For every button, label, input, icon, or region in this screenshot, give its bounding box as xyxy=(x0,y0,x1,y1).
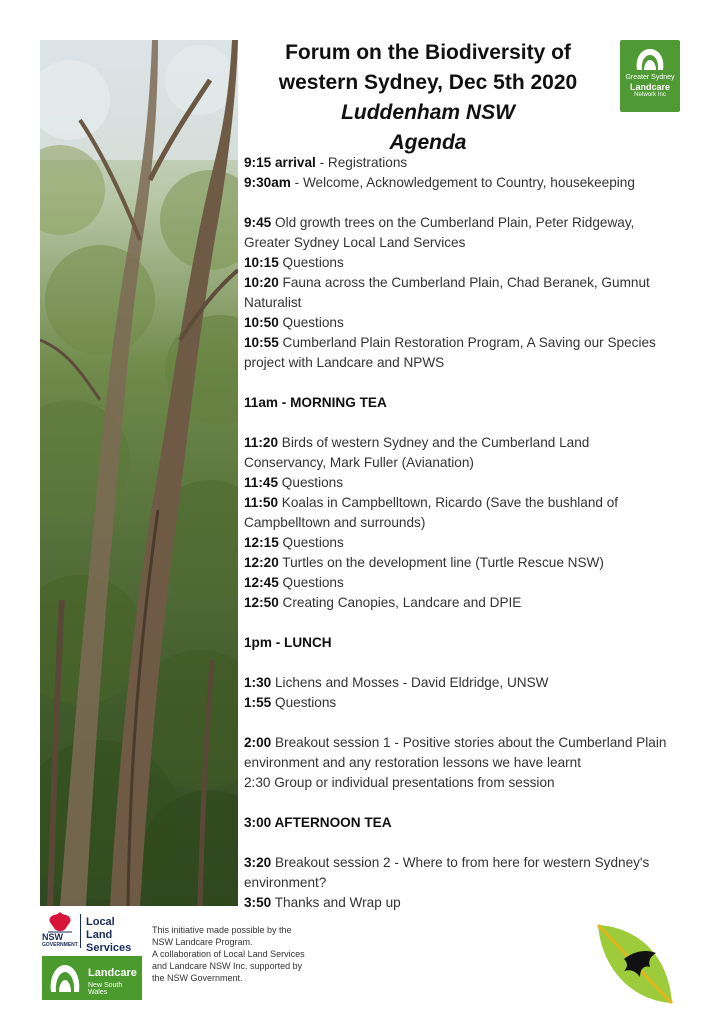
agenda-item xyxy=(244,693,706,713)
agenda-list xyxy=(244,153,706,913)
agenda-description: Greater Sydney Local Land Services xyxy=(244,235,466,250)
credit-text xyxy=(152,924,352,984)
agenda-description: Birds of western Sydney and the Cumberland Land xyxy=(278,435,590,450)
agenda-description: Questions xyxy=(278,475,344,490)
agenda-spacer xyxy=(244,653,706,673)
agenda-description: Campbelltown and surrounds) xyxy=(244,515,426,530)
nsw-government-label: GOVERNMENT xyxy=(42,942,78,948)
landcare-hands-icon xyxy=(633,46,667,72)
agenda-item xyxy=(244,433,706,453)
title-location: Luddenham NSW xyxy=(341,101,515,124)
agenda-item xyxy=(244,233,706,253)
divider xyxy=(80,914,81,948)
agenda-description: Cumberland Plain Restoration Program, A Saving our Species xyxy=(278,335,656,350)
greater-sydney-landcare-logo xyxy=(620,40,680,112)
agenda-description: Breakout session 2 - Where to from here for western Sydney's xyxy=(271,855,650,870)
agenda-item xyxy=(244,513,706,533)
agenda-spacer xyxy=(244,613,706,633)
agenda-item xyxy=(244,533,706,553)
agenda-item xyxy=(244,673,706,693)
agenda-item xyxy=(244,593,706,613)
agenda-item xyxy=(244,153,706,173)
agenda-item xyxy=(244,773,706,793)
agenda-item xyxy=(244,353,706,373)
agenda-description: Breakout session 1 - Positive stories about the Cumberland Plain xyxy=(271,735,667,750)
agenda-description: - Welcome, Acknowledgement to Country, housekeeping xyxy=(290,175,635,190)
cumberland-plain-restoration-emblem xyxy=(594,921,676,1007)
agenda-break-label: 1pm - LUNCH xyxy=(244,635,332,650)
agenda-time: 10:50 xyxy=(244,315,279,330)
agenda-description: Koalas in Campbelltown, Ricardo (Save the bushland of xyxy=(278,495,619,510)
agenda-description: Questions xyxy=(278,575,344,590)
agenda-break-heading xyxy=(244,393,706,413)
agenda-time: 3:20 xyxy=(244,855,272,870)
agenda-description: project with Landcare and NPWS xyxy=(244,355,445,370)
agenda-description: Questions xyxy=(278,255,344,270)
title-agenda: Agenda xyxy=(389,131,467,154)
agenda-description: Thanks and Wrap up xyxy=(271,895,401,910)
agenda-item xyxy=(244,273,706,293)
agenda-time: 12:45 xyxy=(244,575,279,590)
agenda-spacer xyxy=(244,373,706,393)
agenda-item xyxy=(244,553,706,573)
credit-line: A collaboration of Local Land Services xyxy=(152,949,305,959)
tree-trunks-illustration xyxy=(40,40,238,906)
agenda-spacer xyxy=(244,833,706,853)
agenda-description: Turtles on the development line (Turtle Rescue NSW) xyxy=(278,555,604,570)
agenda-description: 2:30 Group or individual presentations from session xyxy=(244,775,555,790)
agenda-description: Lichens and Mosses - David Eldridge, UNSW xyxy=(271,675,549,690)
agenda-description: Questions xyxy=(278,315,344,330)
agenda-item xyxy=(244,573,706,593)
agenda-item xyxy=(244,213,706,233)
agenda-break-heading xyxy=(244,633,706,653)
agenda-item xyxy=(244,853,706,873)
agenda-description: Naturalist xyxy=(244,295,302,310)
agenda-time: 1:30 xyxy=(244,675,272,690)
page-title xyxy=(248,38,608,158)
agenda-spacer xyxy=(244,193,706,213)
lls-line-1: Local Land xyxy=(86,916,115,941)
agenda-time: 11:45 xyxy=(244,475,279,490)
logo-line-3: Network Inc xyxy=(634,92,666,98)
agenda-spacer xyxy=(244,713,706,733)
agenda-break-label: 3:00 AFTERNOON TEA xyxy=(244,815,392,830)
logo-line-2: Landcare xyxy=(629,82,671,92)
agenda-item xyxy=(244,173,706,193)
agenda-description: Questions xyxy=(278,535,344,550)
title-line-2: western Sydney, Dec 5th 2020 xyxy=(278,71,578,94)
agenda-item xyxy=(244,893,706,913)
agenda-time: 10:20 xyxy=(244,275,279,290)
agenda-time: 3:50 xyxy=(244,895,272,910)
agenda-spacer xyxy=(244,413,706,433)
agenda-time: 12:20 xyxy=(244,555,279,570)
agenda-time: 11:20 xyxy=(244,435,279,450)
agenda-item xyxy=(244,313,706,333)
landcare-subtitle: New South Wales xyxy=(88,982,123,996)
logo-line-1: Greater Sydney xyxy=(625,74,675,81)
agenda-description: Conservancy, Mark Fuller (Avianation) xyxy=(244,455,474,470)
agenda-description: Creating Canopies, Landcare and DPIE xyxy=(278,595,522,610)
agenda-time: 9:15 arrival xyxy=(244,155,316,170)
agenda-item xyxy=(244,753,706,773)
agenda-item xyxy=(244,253,706,273)
credit-line: the NSW Government. xyxy=(152,973,243,983)
landcare-nsw-logo xyxy=(42,956,142,1000)
credit-line: This initiative made possible by the xyxy=(152,925,292,935)
agenda-time: 2:00 xyxy=(244,735,272,750)
agenda-time: 12:50 xyxy=(244,595,279,610)
agenda-time: 10:15 xyxy=(244,255,279,270)
agenda-time: 1:55 xyxy=(244,695,272,710)
agenda-time: 9:30am xyxy=(244,175,291,190)
agenda-item xyxy=(244,453,706,473)
credit-line: and Landcare NSW Inc. supported by xyxy=(152,961,303,971)
agenda-item xyxy=(244,873,706,893)
agenda-time: 12:15 xyxy=(244,535,279,550)
agenda-spacer xyxy=(244,793,706,813)
agenda-time: 11:50 xyxy=(244,495,279,510)
agenda-time: 10:55 xyxy=(244,335,279,350)
landcare-label: Landcare xyxy=(88,967,137,979)
landcare-hands-icon xyxy=(48,962,82,994)
agenda-item xyxy=(244,473,706,493)
forest-photo xyxy=(40,40,238,906)
agenda-description: Fauna across the Cumberland Plain, Chad Beranek, Gumnut xyxy=(278,275,650,290)
lls-line-2: Services xyxy=(86,942,132,954)
agenda-break-label: 11am - MORNING TEA xyxy=(244,395,387,410)
nsw-label: NSW xyxy=(42,932,63,942)
credit-line: NSW Landcare Program. xyxy=(152,937,253,947)
agenda-description: Old growth trees on the Cumberland Plain, Peter Ridgeway, xyxy=(271,215,635,230)
agenda-item xyxy=(244,293,706,313)
agenda-break-heading xyxy=(244,813,706,833)
agenda-description: environment and any restoration lessons we have learnt xyxy=(244,755,582,770)
agenda-time: 9:45 xyxy=(244,215,272,230)
nsw-local-land-services-logo xyxy=(42,910,142,954)
agenda-item xyxy=(244,493,706,513)
agenda-description: environment? xyxy=(244,875,327,890)
agenda-description: Questions xyxy=(271,695,337,710)
local-land-services-text xyxy=(86,916,142,955)
agenda-item xyxy=(244,733,706,753)
title-line-1: Forum on the Biodiversity of xyxy=(285,41,571,64)
agenda-item xyxy=(244,333,706,353)
agenda-description: - Registrations xyxy=(315,155,408,170)
